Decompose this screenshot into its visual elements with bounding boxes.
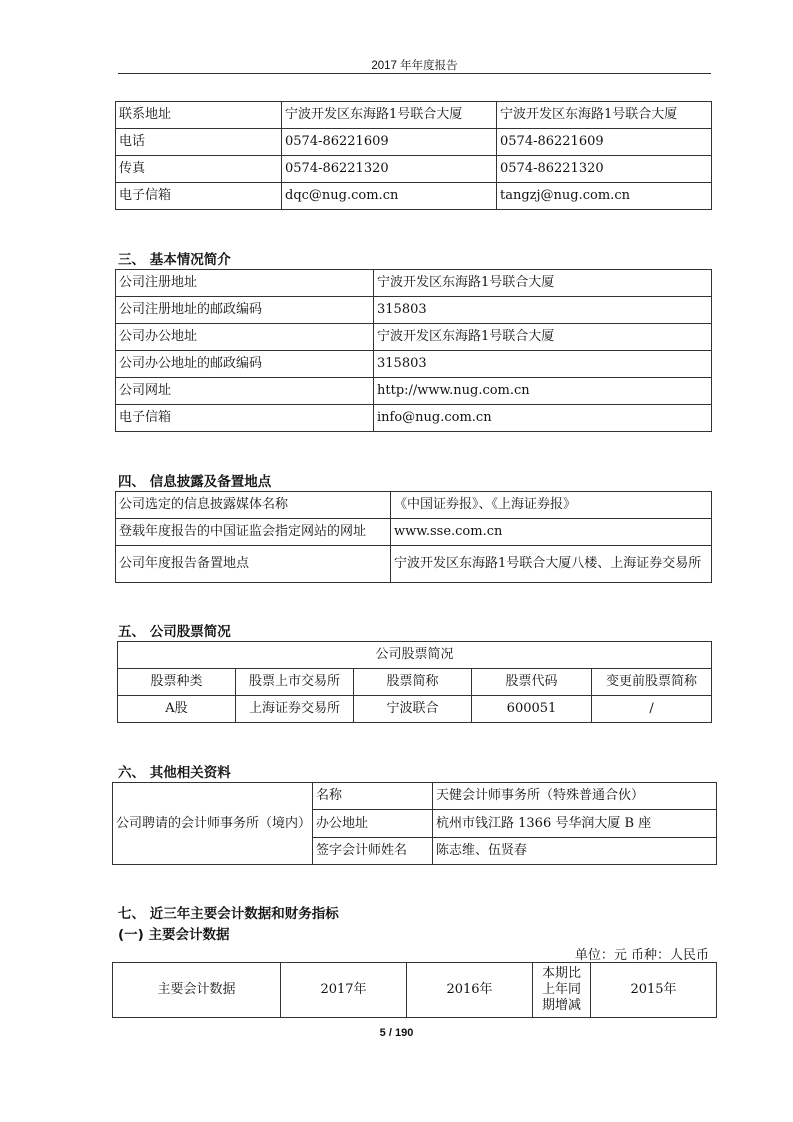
disclosure-label: 登载年度报告的中国证监会指定网站的网址	[116, 519, 391, 546]
auditor-field-value: 天健会计师事务所（特殊普通合伙）	[433, 783, 717, 810]
accounting-header: 2015年	[591, 963, 717, 1018]
stock-header: 变更前股票简称	[592, 669, 712, 696]
contact-label: 电子信箱	[116, 183, 282, 210]
contact-table	[115, 101, 712, 210]
contact-value: 0574-86221320	[282, 156, 497, 183]
accounting-data-table	[112, 962, 717, 1018]
section-7-subtitle: (一) 主要会计数据	[118, 927, 230, 943]
section-3-title: 三、 基本情况简介	[118, 252, 231, 268]
basic-info-table	[115, 269, 712, 432]
stock-header: 股票简称	[354, 669, 472, 696]
info-label: 电子信箱	[116, 405, 374, 432]
unit-note: 单位：元 币种：人民币	[574, 948, 709, 963]
stock-header: 股票上市交易所	[236, 669, 354, 696]
auditor-field-value: 杭州市钱江路 1366 号华润大厦 B 座	[433, 810, 717, 838]
accounting-header: 本期比上年同期增减	[533, 963, 591, 1018]
auditor-field-label: 签字会计师姓名	[313, 838, 433, 865]
disclosure-table	[115, 491, 712, 583]
info-label: 公司办公地址的邮政编码	[116, 351, 374, 378]
contact-label: 传真	[116, 156, 282, 183]
stock-table	[117, 641, 712, 723]
stock-header: 股票种类	[118, 669, 236, 696]
contact-label: 电话	[116, 129, 282, 156]
stock-cell: A股	[118, 696, 236, 723]
disclosure-value: www.sse.com.cn	[391, 519, 712, 546]
info-value: http://www.nug.com.cn	[374, 378, 712, 405]
page-header: 2017 年年度报告	[371, 60, 458, 72]
contact-value: 0574-86221320	[497, 156, 712, 183]
contact-value: 0574-86221609	[282, 129, 497, 156]
contact-value: 宁波开发区东海路1号联合大厦	[282, 102, 497, 129]
section-6-title: 六、 其他相关资料	[118, 765, 231, 781]
section-4-title: 四、 信息披露及备置地点	[118, 474, 272, 490]
stock-cell: 600051	[472, 696, 592, 723]
auditor-field-value: 陈志维、伍贤春	[433, 838, 717, 865]
info-value: 315803	[374, 297, 712, 324]
section-7-title: 七、 近三年主要会计数据和财务指标	[118, 906, 339, 922]
contact-value: 0574-86221609	[497, 129, 712, 156]
stock-caption: 公司股票简况	[118, 642, 712, 669]
stock-header: 股票代码	[472, 669, 592, 696]
auditor-field-label: 名称	[313, 783, 433, 810]
contact-label: 联系地址	[116, 102, 282, 129]
info-value: 315803	[374, 351, 712, 378]
stock-cell: 上海证券交易所	[236, 696, 354, 723]
contact-value: tangzj@nug.com.cn	[497, 183, 712, 210]
disclosure-value: 《中国证券报》、《上海证券报》	[391, 492, 712, 519]
info-value: 宁波开发区东海路1号联合大厦	[374, 270, 712, 297]
info-label: 公司注册地址	[116, 270, 374, 297]
page-number: 5 / 190	[379, 1027, 414, 1039]
stock-cell: /	[592, 696, 712, 723]
stock-cell: 宁波联合	[354, 696, 472, 723]
info-value: info@nug.com.cn	[374, 405, 712, 432]
info-label: 公司办公地址	[116, 324, 374, 351]
info-value: 宁波开发区东海路1号联合大厦	[374, 324, 712, 351]
disclosure-label: 公司年度报告备置地点	[116, 546, 391, 583]
disclosure-label: 公司选定的信息披露媒体名称	[116, 492, 391, 519]
auditor-field-label: 办公地址	[313, 810, 433, 838]
contact-value: dqc@nug.com.cn	[282, 183, 497, 210]
info-label: 公司网址	[116, 378, 374, 405]
auditor-label: 公司聘请的会计师事务所（境内）	[113, 783, 313, 865]
accounting-header: 2016年	[407, 963, 533, 1018]
section-5-title: 五、 公司股票简况	[118, 624, 231, 640]
auditor-table	[112, 782, 717, 865]
header-rule	[118, 73, 711, 74]
contact-value: 宁波开发区东海路1号联合大厦	[497, 102, 712, 129]
disclosure-value: 宁波开发区东海路1号联合大厦八楼、上海证券交易所	[391, 546, 712, 583]
info-label: 公司注册地址的邮政编码	[116, 297, 374, 324]
accounting-header: 主要会计数据	[113, 963, 281, 1018]
accounting-header: 2017年	[281, 963, 407, 1018]
